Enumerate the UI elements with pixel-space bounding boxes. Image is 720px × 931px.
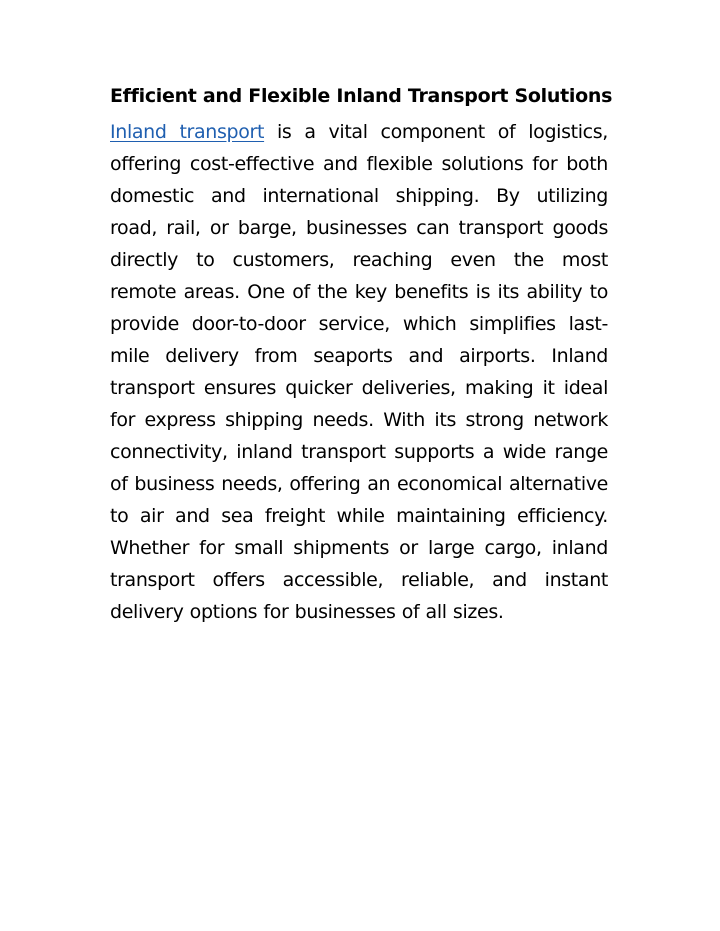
document-content [110,80,613,628]
body-paragraph [110,116,608,628]
inland-transport-link[interactable]: Inland transport [110,121,265,143]
page-title: Efficient and Flexible Inland Transport Solutions [110,85,613,107]
paragraph-text: is a vital component of logistics, offering cost-effective and flexible solutions for both domestic and international shipping. By utilizing road, rail, or barge, businesses can transport goods directly to customers, reaching even the most remote areas. One of the key benefits is its ability to provide door-to-door service, which simplifies last-mile delivery from seaports and airports. Inland transport ensures quicker deliveries, making it ideal for express shipping needs. With its strong network connectivity, inland transport supports a wide range of business needs, offering an economical alternative to air and sea freight while maintaining efficiency. Whether for small shipments or large cargo, inland transport offers accessible, reliable, and instant delivery options for businesses of all sizes. [110,121,608,623]
